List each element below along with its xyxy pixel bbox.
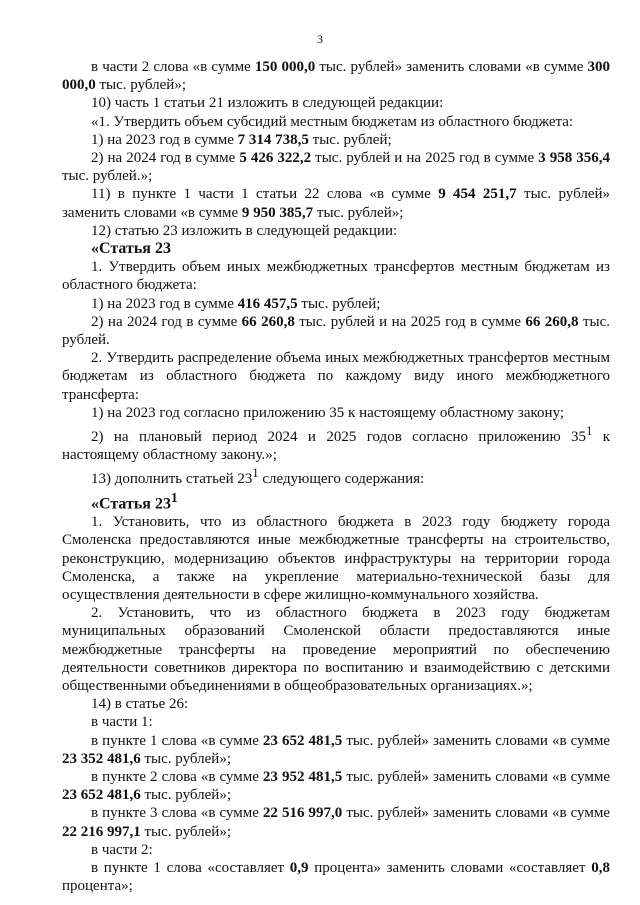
- paragraph: в пункте 1 слова «в сумме 23 652 481,5 тыс. рублей» заменить словами «в сумме 23 352 481,6 тыс. рублей»;: [62, 732, 611, 767]
- paragraph: 2. Утвердить распределение объема иных межбюджетных трансфертов местным бюджетам из областного бюджета по каждому виду иного межбюджетного трансферта:: [62, 350, 610, 403]
- paragraph: в части 2:: [91, 841, 153, 858]
- article-heading: «Статья 23: [91, 240, 171, 258]
- paragraph: 2) на 2024 год в сумме 5 426 322,2 тыс. рублей и на 2025 год в сумме 3 958 356,4 тыс. рублей.»;: [62, 150, 610, 185]
- paragraph: 2) на 2024 год в сумме 66 260,8 тыс. рублей и на 2025 год в сумме 66 260,8 тыс. рублей.: [62, 313, 610, 349]
- paragraph: 14) в статье 26:: [91, 696, 189, 713]
- paragraph: 1) на 2023 год согласно приложению 35 к настоящему областному закону;: [91, 404, 565, 421]
- paragraph: 1) на 2023 год в сумме 416 457,5 тыс. рублей;: [91, 295, 381, 312]
- paragraph: 2. Установить, что из областного бюджета в 2023 году бюджетам муниципальных образований Смоленской области предоставляются иные межбюджетные трансферты на проведение мероприятий по обеспечению деятельности советников директора по воспитанию и взаимодействию с детскими общественными объединениями в общеобразовательных организациях.»;: [62, 605, 610, 695]
- paragraph: 11) в пункте 1 части 1 статьи 22 слова «в сумме 9 454 251,7 тыс. рублей» заменить словами «в сумме 9 950 385,7 тыс. рублей»;: [62, 186, 611, 221]
- paragraph: в части 1:: [91, 714, 153, 731]
- paragraph: 13) дополнить статьей $23^1$ следующего содержания:: [91, 466, 425, 488]
- paragraph: в части 2 слова «в сумме 150 000,0 тыс. рублей» заменить словами «в сумме 300 000,0 тыс. рублей»;: [62, 59, 611, 94]
- paragraph: в пункте 3 слова «в сумме 22 516 997,0 тыс. рублей» заменить словами «в сумме 22 216 997,1 тыс. рублей»;: [62, 805, 611, 840]
- paragraph: 1. Установить, что из областного бюджета в 2023 году бюджету города Смоленска предоставляются иные межбюджетные трансферты на строительство, реконструкцию, модернизацию объектов инфраструктуры на территории города Смоленска, а также на укрепление материально-технической базы для осуществления деятельности в сфере жилищно-коммунального хозяйства.: [62, 514, 610, 604]
- page-number: 3: [317, 32, 323, 46]
- paragraph: 1) на 2023 год в сумме 7 314 738,5 тыс. рублей;: [91, 131, 392, 148]
- paragraph: в пункте 1 слова «составляет 0,9 процента» заменить словами «составляет 0,8 процента»;: [62, 860, 610, 895]
- paragraph: 2) на плановый период 2024 и 2025 годов согласно приложению $35^1$ к настоящему областному закону.»;: [62, 424, 610, 464]
- paragraph: 12) статью 23 изложить в следующей редакции:: [91, 222, 398, 239]
- paragraph: 10) часть 1 статьи 21 изложить в следующей редакции:: [91, 95, 444, 112]
- paragraph: «1. Утвердить объем субсидий местным бюджетам из областного бюджета:: [91, 113, 574, 130]
- paragraph: 1. Утвердить объем иных межбюджетных трансфертов местным бюджетам из областного бюджета:: [62, 259, 610, 294]
- article-heading: «Статья $23^1$: [91, 489, 178, 512]
- document-body: [62, 58, 610, 895]
- paragraph: в пункте 2 слова «в сумме 23 952 481,5 тыс. рублей» заменить словами «в сумме 23 652 481,6 тыс. рублей»;: [62, 769, 611, 804]
